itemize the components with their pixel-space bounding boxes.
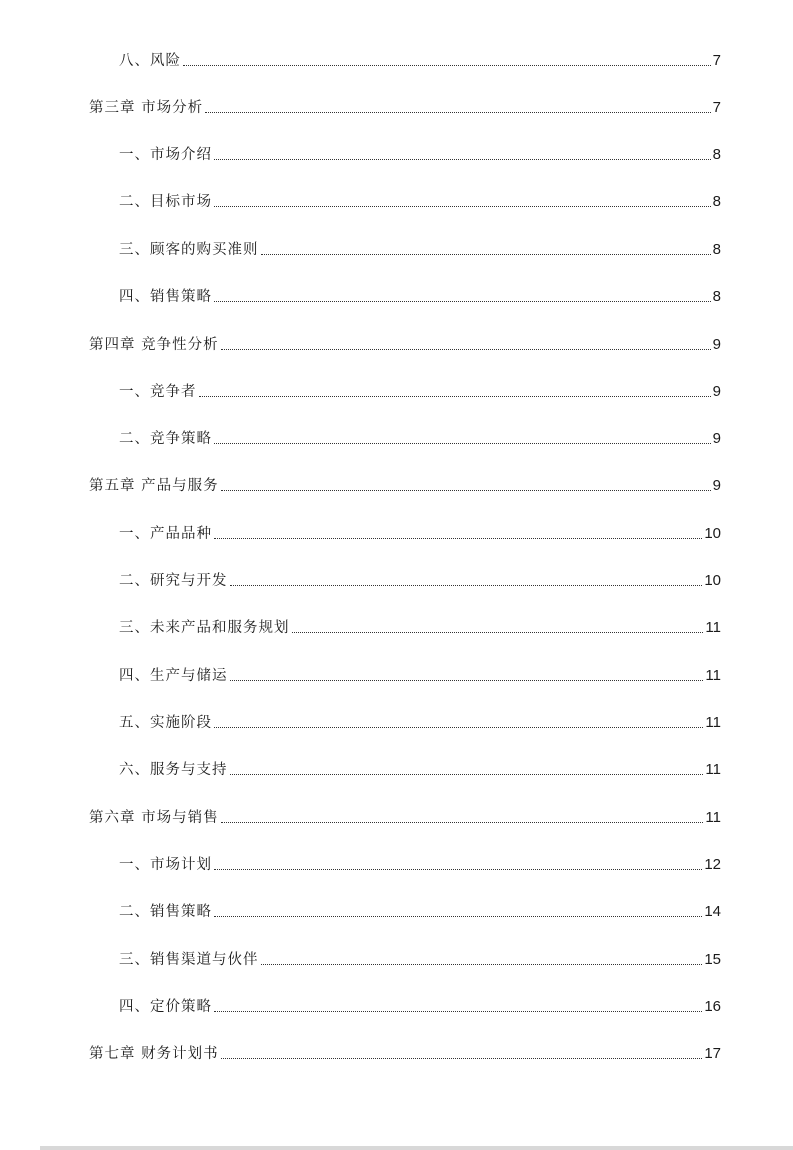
toc-dot-leader [214,300,711,302]
toc-entry[interactable] [119,659,721,685]
toc-entry-title: 第六章 市场与销售 [89,810,219,826]
toc-dot-leader [214,537,702,539]
toc-entry[interactable] [119,185,721,211]
toc-entry-title: 二、销售策略 [119,904,212,920]
toc-entry[interactable] [119,375,721,401]
toc-entry-title: 一、市场介绍 [119,147,212,163]
toc-dot-leader [214,442,711,444]
toc-page-number: 11 [705,667,721,684]
toc-entry[interactable] [89,801,721,827]
toc-entry-title: 第三章 市场分析 [89,100,204,116]
toc-entry[interactable] [89,1037,721,1063]
toc-page-number: 8 [712,288,721,305]
toc-dot-leader [221,489,711,491]
toc-dot-leader [214,205,711,207]
toc-dot-leader [230,773,704,775]
toc-entry-title: 五、实施阶段 [119,715,212,731]
toc-dot-leader [205,111,711,113]
toc-entry-title: 八、风险 [119,53,181,69]
toc-dot-leader [230,679,704,681]
toc-entry-title: 三、顾客的购买准则 [119,242,259,258]
toc-dot-leader [221,1057,703,1059]
toc-entry-title: 第五章 产品与服务 [89,478,219,494]
toc-page-number: 9 [712,430,721,447]
toc-entry-title: 一、产品品种 [119,526,212,542]
toc-entry[interactable] [119,517,721,543]
toc-page-number: 11 [705,619,721,636]
toc-entry[interactable] [119,943,721,969]
toc-entry-title: 二、研究与开发 [119,573,228,589]
toc-entry[interactable] [119,848,721,874]
toc-page-number: 15 [704,951,721,968]
toc-dot-leader [199,395,711,397]
toc-entry[interactable] [89,469,721,495]
toc-page-number: 8 [712,146,721,163]
toc-entry-title: 第七章 财务计划书 [89,1046,219,1062]
toc-entry-title: 三、未来产品和服务规划 [119,620,290,636]
toc-entry-title: 二、竞争策略 [119,431,212,447]
toc-entry[interactable] [119,233,721,259]
toc-entry[interactable] [89,91,721,117]
toc-entry[interactable] [119,280,721,306]
toc-page-number: 11 [705,761,721,778]
toc-entry-title: 四、生产与储运 [119,668,228,684]
toc-page-number: 7 [712,52,721,69]
toc-dot-leader [221,821,704,823]
toc-page-number: 17 [704,1045,721,1062]
toc-dot-leader [261,253,711,255]
toc-dot-leader [183,64,711,66]
toc-entry[interactable] [119,753,721,779]
toc-page-number: 11 [705,809,721,826]
toc-dot-leader [230,584,703,586]
toc-entry[interactable] [119,564,721,590]
toc-dot-leader [214,158,711,160]
toc-page-number: 9 [712,477,721,494]
toc-entry-title: 一、市场计划 [119,857,212,873]
toc-dot-leader [221,348,711,350]
toc-page-number: 16 [704,998,721,1015]
toc-page-number: 14 [704,903,721,920]
toc-entry[interactable] [119,44,721,70]
toc-entry-title: 三、销售渠道与伙伴 [119,952,259,968]
toc-entry[interactable] [119,706,721,732]
toc-entry[interactable] [89,328,721,354]
page-bottom-edge [40,1146,793,1150]
toc-entry-title: 四、定价策略 [119,999,212,1015]
toc-dot-leader [214,726,703,728]
toc-entry[interactable] [119,895,721,921]
toc-dot-leader [261,963,703,965]
toc-dot-leader [214,868,702,870]
toc-page-number: 8 [712,193,721,210]
toc-entry[interactable] [119,990,721,1016]
toc-entry[interactable] [119,611,721,637]
toc-entry[interactable] [119,422,721,448]
toc-page-number: 11 [705,714,721,731]
toc-entry-title: 四、销售策略 [119,289,212,305]
toc-dot-leader [292,631,704,633]
toc-page-number: 9 [712,336,721,353]
toc-entry-title: 六、服务与支持 [119,762,228,778]
toc-entry-title: 一、竞争者 [119,384,197,400]
toc-page-number: 10 [704,572,721,589]
toc-page-number: 9 [712,383,721,400]
toc-entry-title: 二、目标市场 [119,194,212,210]
toc-page-number: 12 [704,856,721,873]
toc-page-number: 8 [712,241,721,258]
toc-page-number: 7 [712,99,721,116]
toc-entry-title: 第四章 竞争性分析 [89,337,219,353]
toc-dot-leader [214,1010,702,1012]
toc-page-number: 10 [704,525,721,542]
toc-entry[interactable] [119,138,721,164]
toc-dot-leader [214,915,702,917]
